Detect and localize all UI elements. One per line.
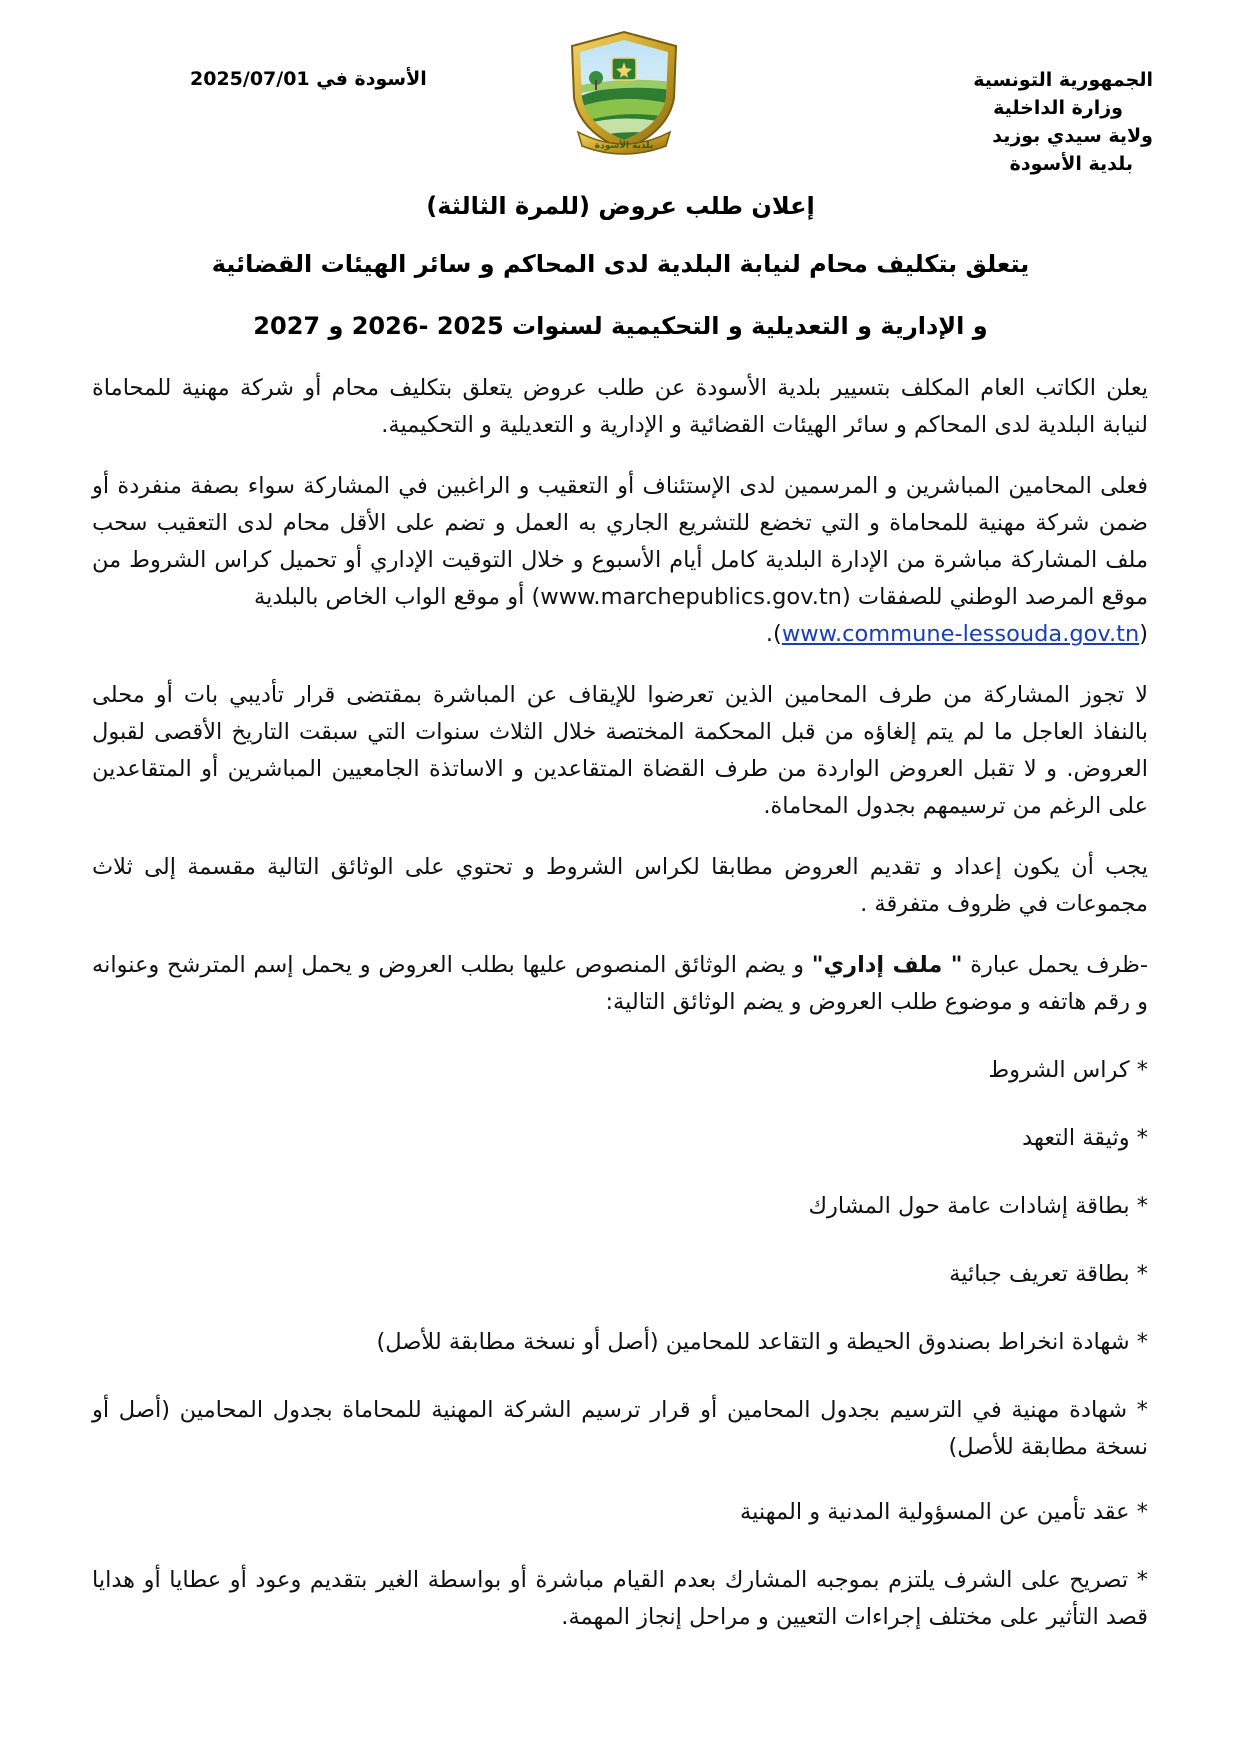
logo-caption: بلدية الأسودة bbox=[594, 141, 654, 151]
header-governorate: ولاية سيدي بوزيد bbox=[992, 125, 1153, 147]
paragraph-requirements: يجب أن يكون إعداد و تقديم العروض مطابقا لكراس الشروط و تحتوي على الوثائق التالية مقسمة إلى ثلاث مجموعات في ظروف متفرقة . bbox=[92, 854, 1148, 917]
paragraph-admin-envelope bbox=[92, 947, 1148, 1021]
paragraph-intro: يعلن الكاتب العام المكلف بتسيير بلدية الأسودة عن طلب عروض يتعلق بتكليف محام أو شركة مهنية للمحاماة لنيابة البلدية لدى المحاكم و سائر الهيئات القضائية و الإدارية و التعديلية و التحكيمية. bbox=[92, 375, 1148, 438]
participation-text: فعلى المحامين المباشرين و المرسمين لدى الإستئناف أو التعقيب و الراغبين في المشاركة سواء بصفة منفردة أو ضمن شركة مهنية للمحاماة و التي تخضع للتشريع الجاري به العمل و تضم على الأقل محام لدى التعقيب سحب ملف المشاركة مباشرة من الإدارة البلدية كامل أيام الأسبوع و خلال التوقيت الإداري أو تحميل كراس الشروط من موقع المرصد الوطني للصفقات bbox=[92, 473, 1148, 610]
list-item: * شهادة انخراط بصندوق الحيطة و التقاعد للمحامين (أصل أو نسخة مطابقة للأصل) bbox=[376, 1329, 1148, 1355]
list-item: * كراس الشروط bbox=[988, 1057, 1148, 1083]
admin-envelope-text-b: و يضم الوثائق المنصوص عليها بطلب العروض و يحمل إسم المترشح وعنوانه و رقم هاتفه و موضوع طلب العروض و يضم الوثائق التالية: bbox=[92, 952, 1148, 1015]
announcement-title: إعلان طلب عروض (للمرة الثالثة) bbox=[426, 192, 815, 220]
header-ministry: وزارة الداخلية bbox=[993, 97, 1123, 119]
header-municipality: بلدية الأسودة bbox=[1009, 153, 1133, 175]
list-item: * بطاقة إشادات عامة حول المشارك bbox=[808, 1193, 1148, 1219]
list-item: * شهادة مهنية في الترسيم بجدول المحامين أو قرار ترسيم الشركة المهنية للمحاماة بجدول المحامين (أصل أو نسخة مطابقة للأصل) bbox=[92, 1397, 1148, 1460]
announcement-subject-line2: و الإدارية و التعديلية و التحكيمية لسنوات 2025 -2026 و 2027 bbox=[253, 312, 988, 340]
announcement-subject-line1: يتعلق بتكليف محام لنيابة البلدية لدى المحاكم و سائر الهيئات القضائية bbox=[211, 250, 1030, 278]
header-republic: الجمهورية التونسية bbox=[973, 69, 1153, 91]
list-item: * تصريح على الشرف يلتزم بموجبه المشارك بعدم القيام مباشرة أو بواسطة الغير بتقديم وعود أو عطايا أو هدايا قصد التأثير على مختلف إجراءات التعيين و مراحل إنجاز المهمة. bbox=[92, 1567, 1148, 1630]
list-item: * عقد تأمين عن المسؤولية المدنية و المهنية bbox=[740, 1499, 1148, 1525]
announcement-body bbox=[92, 370, 1148, 1664]
marchepublics-url: (www.marchepublics.gov.tn) bbox=[531, 584, 851, 610]
admin-envelope-label: " ملف إداري" bbox=[811, 952, 963, 978]
participation-text-mid: أو موقع الواب الخاص بالبلدية bbox=[254, 584, 525, 610]
paragraph-participation: فعلى المحامين المباشرين و المرسمين لدى الإستئناف أو التعقيب و الراغبين في المشاركة سواء بصفة منفردة أو ضمن شركة مهنية للمحاماة و التي تخضع للتشريع الجاري به العمل و تضم على الأقل محام لدى التعقيب سحب ملف المشاركة مباشرة من الإدارة البلدية كامل أيام الأسبوع و خلال التوقيت الإداري أو تحميل كراس الشروط من موقع المرصد الوطني للصفقات (www.marchepublics.gov.tn) أو موقع الواب الخاص بالبلدية (www.commune-lessouda.gov.tn). bbox=[92, 473, 1148, 647]
header-authority-block bbox=[893, 66, 1153, 178]
list-item: * بطاقة تعريف جبائية bbox=[949, 1261, 1148, 1287]
list-item: * وثيقة التعهد bbox=[1022, 1125, 1148, 1151]
header-date: الأسودة في 2025/07/01 bbox=[190, 68, 427, 90]
admin-envelope-text-a: -ظرف يحمل عبارة bbox=[962, 952, 1148, 978]
municipality-logo bbox=[556, 28, 692, 162]
paragraph-exclusions: لا تجوز المشاركة من طرف المحامين الذين تعرضوا للإيقاف عن المباشرة بمقتضى قرار تأديبي بات أو محلى بالنفاذ العاجل ما لم يتم إلغاؤه من قبل المحكمة المختصة خلال الثلاث سنوات التي سبقت التاريخ الأقصى لقبول العروض. و لا تقبل العروض الواردة من طرف القضاة المتقاعدين و الاساتذة الجامعيين المباشرين أو المتقاعدين على الرغم من ترسيمهم بجدول المحاماة. bbox=[92, 682, 1148, 819]
commune-website-link[interactable]: www.commune-lessouda.gov.tn bbox=[781, 621, 1140, 647]
